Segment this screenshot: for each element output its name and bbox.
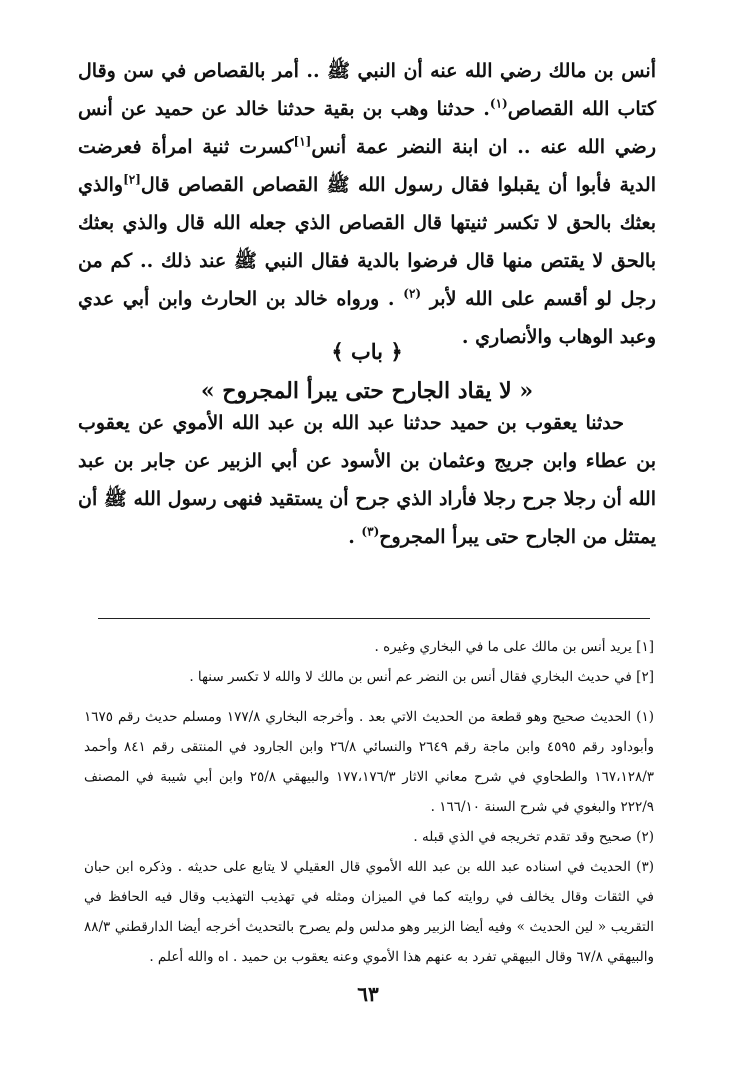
hadith-paragraph bbox=[78, 52, 656, 356]
footnote-ref: [١] bbox=[293, 134, 312, 149]
footnotes bbox=[84, 632, 654, 972]
text-segment: كسرت ثنية امرأة فعرضت الدية فأبوا أن يقبلوا فقال رسول الله ﷺ القصاص القصاص قال bbox=[78, 136, 656, 196]
footnote: (١) الحديث صحيح وهو قطعة من الحديث الاتي بعد . وأخرجه البخاري ١٧٧/٨ ومسلم حديث رقم ١٦٧٥ وأبوداود رقم ٤٥٩٥ وابن ماجة رقم ٢٦٤٩ والنسائي ٢٦/٨ وابن الجارود في المنتقى رقم ٨٤١ وأحمد ١٦٧،١٢٨/٣ والطحاوي في شرح معاني الاثار ١٧٧،١٧٦/٣ والبيهقي ٢٥/٨ وابن أبي شيبة في المصنف ٢٢٢/٩ والبغوي في شرح السنة ١٦٦/١٠ . bbox=[84, 709, 654, 815]
footnote-ref: (٣) bbox=[361, 524, 380, 539]
footnote-ref: (١) bbox=[489, 96, 508, 111]
text-segment: حدثنا يعقوب بن حميد حدثنا عبد الله بن عبد الله الأموي عن يعقوب بن عطاء وابن جريج وعثمان بن الأسود عن أبي الزبير عن جابر بن عبد الله أن رجلا جرح رجلا فأراد الذي جرح أن يستقيد فنهى رسول الله ﷺ أن يمتثل من الجارح حتى يبرأ المجروح bbox=[78, 412, 656, 548]
footnote: (٢) صحيح وقد تقدم تخريجه في الذي قبله . bbox=[413, 829, 654, 845]
footnote: [٢] في حديث البخاري فقال أنس بن النضر عم أنس بن مالك لا والله لا تكسر سنها . bbox=[189, 669, 654, 685]
chapter-title: « لا يقاد الجارح حتى يبرأ المجروح » bbox=[200, 378, 534, 404]
footnote: (٣) الحديث في اسناده عبد الله بن عبد الله الأموي قال العقيلي لا يتابع على حديثه . وذكره ابن حبان في الثقات وقال يخالف في روايته كما في الميزان ومثله في تهذيب التهذيب وقال فيه الحافظ في التقريب « لين الحديث » وفيه أيضا الزبير وهو مدلس ولم يصرح بالتحديث أخرجه أيضا الدارقطني ٨٨/٣ والبيهقي ٦٧/٨ وقال البيهقي تفرد به عنهم هذا الأموي وعنه يعقوب بن حميد . اه والله أعلم . bbox=[84, 859, 654, 965]
chapter-body bbox=[78, 404, 656, 556]
page-number: ٦٣ bbox=[357, 982, 379, 1006]
text-segment: أنس بن مالك رضي الله عنه أن النبي ﷺ .. أمر بالقصاص في سن وقال كتاب الله القصاص bbox=[78, 60, 656, 120]
footnote-divider bbox=[98, 618, 650, 619]
footnote: [١] يريد أنس بن مالك على ما في البخاري وغيره . bbox=[374, 639, 654, 655]
footnote-ref: (٢) bbox=[403, 286, 422, 301]
text-segment: . ورواه خالد بن الحارث وابن أبي عدي وعبد الوهاب والأنصاري . bbox=[78, 288, 656, 348]
chapter-heading bbox=[78, 332, 656, 410]
chapter-label: ﴿ باب ﴾ bbox=[331, 339, 403, 364]
text-segment: . bbox=[348, 526, 362, 548]
spacer bbox=[84, 692, 654, 702]
text-segment: والذي بعثك بالحق لا تكسر ثنيتها قال القصاص الذي جعله الله قال والذي بعثك بالحق لا يقتص منها قال فرضوا بالدية فقال النبي ﷺ عند ذلك .. كم من رجل لو أقسم على الله لأبر bbox=[78, 174, 656, 310]
text-segment: . حدثنا وهب بن بقية حدثنا خالد عن حميد عن أنس رضي الله عنه .. ان ابنة النضر عمة أنس bbox=[78, 98, 656, 158]
paragraph-text bbox=[78, 52, 656, 356]
footnote-ref: [٢] bbox=[123, 172, 141, 187]
